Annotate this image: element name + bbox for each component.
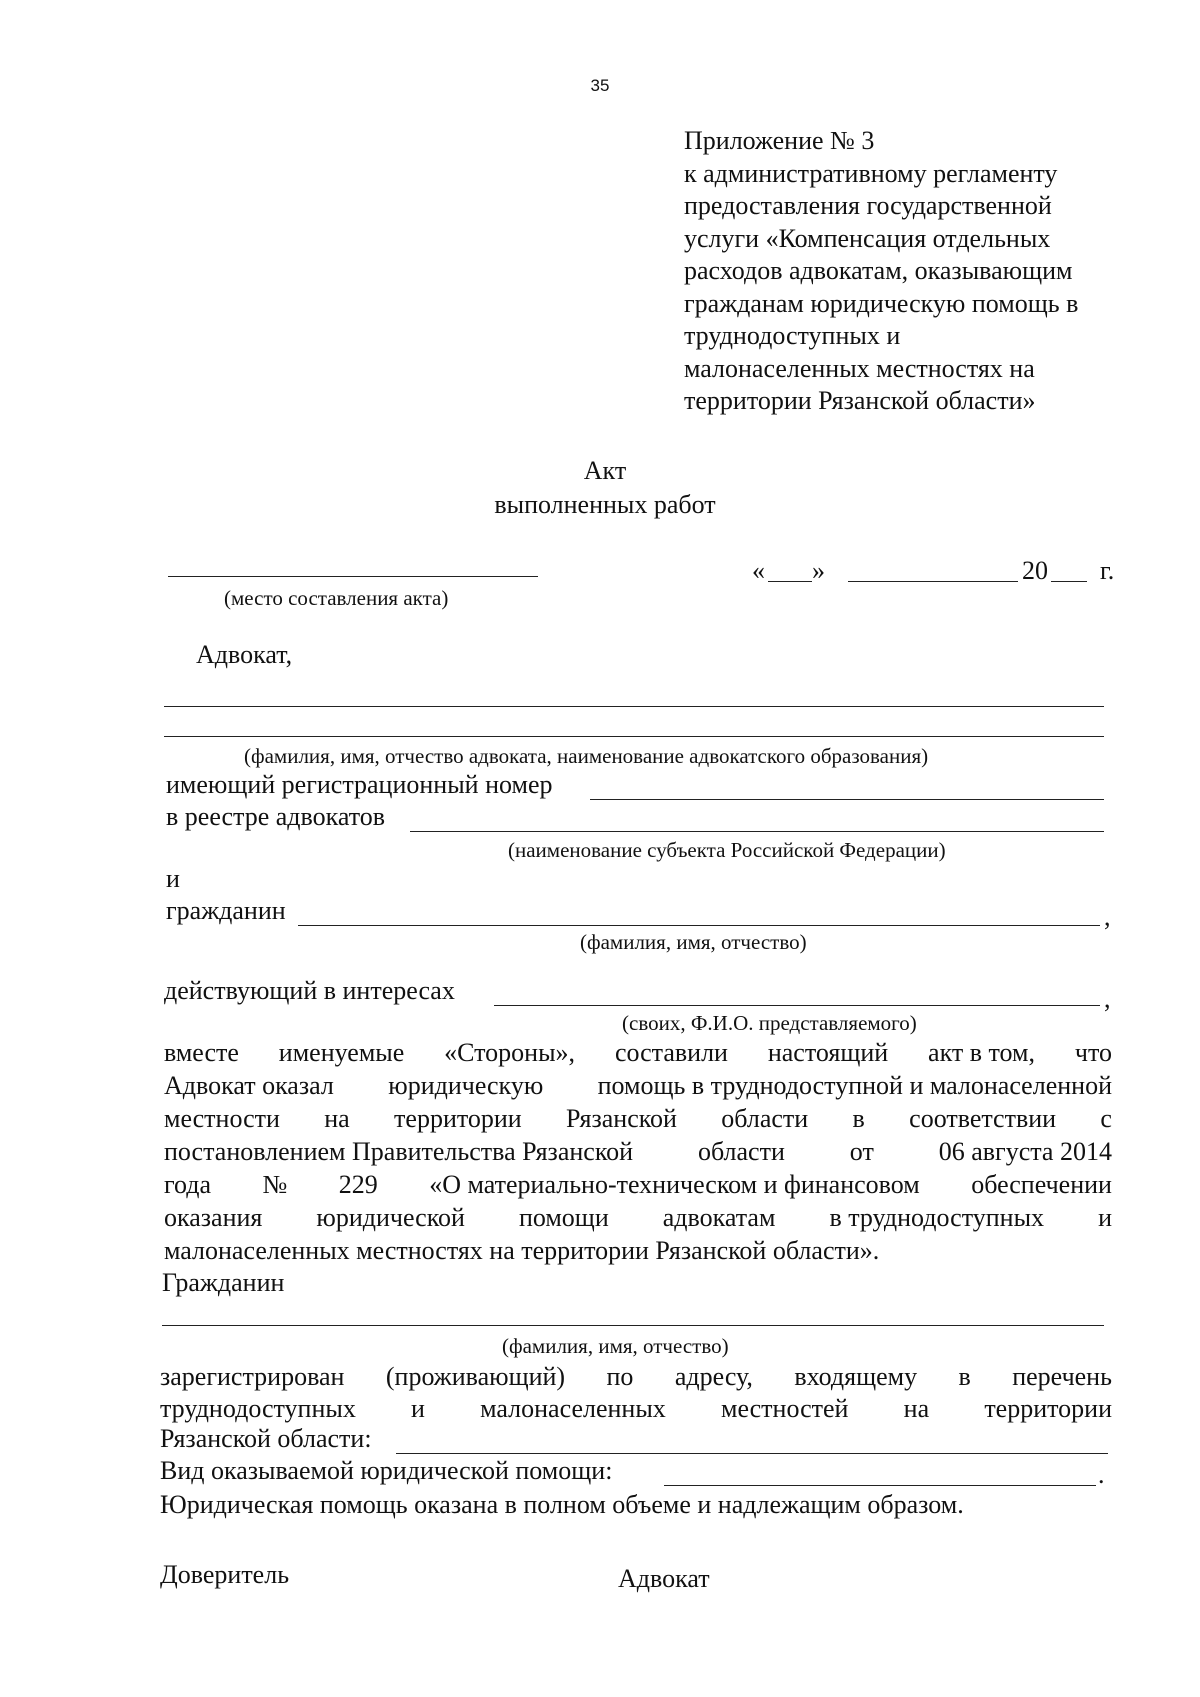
- acting-comma: ,: [1104, 984, 1111, 1013]
- word: территории: [984, 1394, 1112, 1423]
- word: оказания: [164, 1203, 263, 1232]
- word: территории: [394, 1104, 522, 1133]
- registry-caption: (наименование субъекта Российской Федерации): [508, 838, 946, 862]
- word: на: [324, 1104, 350, 1133]
- help-type-period: .: [1098, 1460, 1105, 1489]
- paragraph-line: [164, 1071, 1112, 1101]
- date-year-suffix: г.: [1100, 556, 1115, 585]
- advocate-signature-label: Адвокат: [618, 1564, 710, 1593]
- word: вместе: [164, 1038, 239, 1067]
- citizen-caption: (фамилия, имя, отчество): [580, 930, 807, 954]
- word: по: [606, 1362, 634, 1391]
- word: юридической: [316, 1203, 465, 1232]
- word: адресу,: [674, 1362, 753, 1391]
- word: акт в том,: [928, 1038, 1035, 1067]
- statement: Юридическая помощь оказана в полном объеме и надлежащим образом.: [160, 1490, 964, 1519]
- word: года: [164, 1170, 212, 1199]
- advocate-org-field[interactable]: [164, 736, 1104, 737]
- citizen-name-field[interactable]: [298, 925, 1100, 926]
- word: в: [852, 1104, 865, 1133]
- word: 229: [338, 1170, 378, 1199]
- word: юридическую: [388, 1071, 544, 1100]
- word: соответствии: [909, 1104, 1057, 1133]
- appendix-line: территории Рязанской области»: [684, 386, 1036, 415]
- help-type-field[interactable]: [664, 1485, 1096, 1486]
- registry-field[interactable]: [410, 831, 1104, 832]
- appendix-header: [684, 125, 1078, 418]
- word: что: [1074, 1038, 1112, 1067]
- address-line: [160, 1362, 1112, 1392]
- paragraph-line: [164, 1170, 1112, 1200]
- paragraph-last-line: малонаселенных местностях на территории Рязанской области».: [164, 1236, 880, 1265]
- appendix-line: малонаселенных местностях на: [684, 353, 1035, 383]
- document-title: Акт: [583, 456, 627, 485]
- citizen2-label: Гражданин: [162, 1268, 285, 1297]
- word: зарегистрирован: [160, 1362, 345, 1391]
- document-subtitle: выполненных работ: [494, 490, 716, 519]
- word: Рязанской: [566, 1104, 677, 1133]
- acting-caption: (своих, Ф.И.О. представляемого): [622, 1011, 917, 1035]
- place-field[interactable]: [168, 576, 538, 577]
- page-number: 35: [590, 76, 610, 95]
- reg-number-label: имеющий регистрационный номер: [166, 770, 553, 799]
- word: области: [721, 1104, 809, 1133]
- advocate-caption: (фамилия, имя, отчество адвоката, наименование адвокатского образования): [244, 744, 929, 768]
- word: 06 августа 2014: [938, 1137, 1112, 1166]
- word: местностей: [721, 1394, 849, 1423]
- date-open-quote: «: [752, 556, 765, 585]
- paragraph-line: [164, 1038, 1112, 1068]
- address-region-label: Рязанской области:: [160, 1424, 372, 1453]
- word: обеспечении: [971, 1170, 1112, 1199]
- word: и: [1098, 1203, 1112, 1232]
- date-month-field[interactable]: [848, 581, 1018, 582]
- appendix-line: к административному регламенту: [684, 158, 1058, 188]
- address-field[interactable]: [396, 1453, 1108, 1454]
- word: и: [411, 1394, 425, 1423]
- word: с: [1100, 1104, 1112, 1133]
- acting-field[interactable]: [494, 1005, 1100, 1006]
- word: настоящий: [767, 1038, 889, 1067]
- advocate-name-field[interactable]: [164, 706, 1104, 707]
- registry-label: в реестре адвокатов: [166, 802, 386, 831]
- appendix-line: Приложение № 3: [684, 126, 875, 155]
- appendix-line: предоставления государственной: [684, 191, 1052, 220]
- word: местности: [164, 1104, 280, 1133]
- date-year-prefix: 20: [1022, 556, 1048, 585]
- word: перечень: [1012, 1362, 1112, 1391]
- date-year-field[interactable]: [1051, 581, 1087, 582]
- word: помощи: [518, 1203, 609, 1232]
- word: (проживающий): [385, 1362, 566, 1391]
- place-caption: (место составления акта): [224, 586, 449, 610]
- paragraph-line: [164, 1203, 1112, 1233]
- word: входящему: [794, 1362, 918, 1391]
- word: «Стороны»,: [444, 1038, 576, 1067]
- word: помощь в труднодоступной и малонаселенной: [597, 1071, 1112, 1100]
- word: в: [958, 1362, 971, 1391]
- citizen-label: гражданин: [166, 896, 286, 925]
- citizen2-name-field[interactable]: [162, 1325, 1104, 1326]
- address-line: [160, 1394, 1112, 1424]
- word: постановлением Правительства Рязанской: [164, 1137, 634, 1166]
- paragraph-line: [164, 1137, 1112, 1167]
- citizen-comma: ,: [1104, 902, 1111, 931]
- date-close-quote: »: [812, 556, 825, 585]
- word: от: [849, 1137, 874, 1166]
- advocate-label: Адвокат,: [196, 640, 293, 669]
- word: области: [697, 1137, 785, 1166]
- word: труднодоступных: [160, 1394, 356, 1423]
- word: «О материально-техническом и финансовом: [429, 1170, 920, 1199]
- date-day-field[interactable]: [768, 581, 812, 582]
- paragraph-line: [164, 1104, 1112, 1134]
- word: адвокатам: [662, 1203, 776, 1232]
- word: на: [903, 1394, 930, 1423]
- citizen2-caption: (фамилия, имя, отчество): [502, 1334, 729, 1358]
- appendix-line: труднодоступных и: [684, 321, 901, 350]
- word: составили: [614, 1038, 728, 1067]
- word: малонаселенных: [480, 1394, 666, 1423]
- principal-signature-label: Доверитель: [160, 1560, 290, 1589]
- appendix-line: услуги «Компенсация отдельных: [684, 223, 1051, 253]
- acting-label: действующий в интересах: [164, 976, 455, 1005]
- appendix-line: гражданам юридическую помощь в: [684, 288, 1079, 318]
- conjunction: и: [166, 864, 180, 893]
- word: именуемые: [278, 1038, 405, 1067]
- appendix-line: расходов адвокатам, оказывающим: [684, 256, 1073, 285]
- word: в труднодоступных: [829, 1203, 1045, 1232]
- word: Адвокат оказал: [164, 1071, 334, 1100]
- help-type-label: Вид оказываемой юридической помощи:: [160, 1456, 613, 1485]
- reg-number-field[interactable]: [590, 799, 1104, 800]
- word: №: [262, 1170, 288, 1199]
